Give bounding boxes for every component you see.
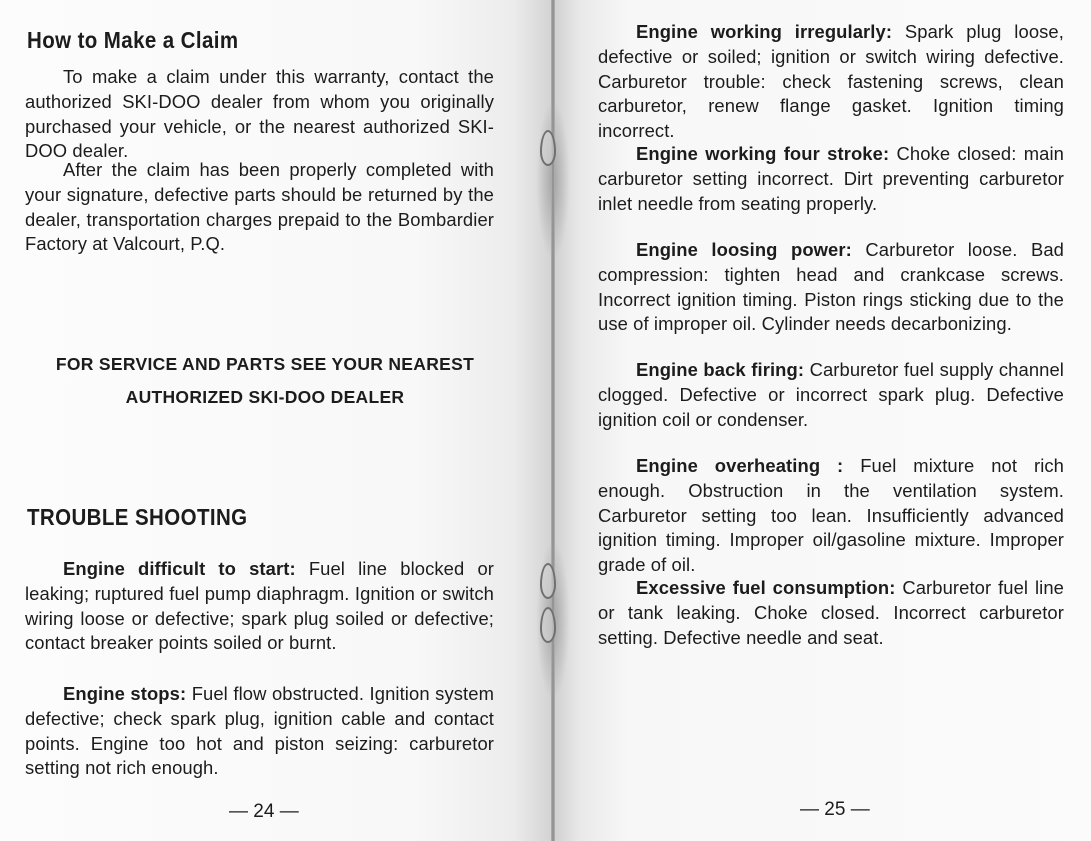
trouble-item-text: Fuel flow obstructed. Ignition system defective; check spark plug, ignition cable and contact points. Engine too hot and piston seizing: carburetor setting not rich enough. [25, 683, 494, 779]
trouble-item-four-stroke [598, 142, 1064, 216]
trouble-shooting-heading: TROUBLE SHOOTING [27, 505, 248, 531]
trouble-item-difficult-start [25, 557, 494, 656]
service-notice [25, 348, 505, 414]
trouble-item-label: Engine overheating : [636, 455, 844, 476]
trouble-item-text: Carburetor loose. Bad compression: tighten head and crankcase screws. Incorrect ignition timing. Piston rings sticking due to the use of improper oil. Cylinder needs decarbonizing. [598, 239, 1064, 335]
trouble-item-fuel-consumption [598, 576, 1064, 650]
staple-icon [540, 130, 556, 166]
claim-paragraph-2: After the claim has been properly completed with your signature, defective parts should be returned by the dealer, transportation charges prepaid to the Bombardier Factory at Valcourt, P.Q. [25, 159, 494, 255]
trouble-item-text: Carburetor fuel supply channel clogged. Defective or incorrect spark plug. Defective ignition coil or condenser. [598, 359, 1064, 430]
trouble-item-label: Engine back firing: [636, 359, 805, 380]
trouble-item-overheating [598, 454, 1064, 578]
trouble-item-irregular [598, 20, 1064, 144]
trouble-item-back-firing [598, 358, 1064, 432]
trouble-item-text: Fuel line blocked or leaking; ruptured fuel pump diaphragm. Ignition or switch wiring loose or defective; spark plug soiled or defective; contact breaker points soiled or burnt. [25, 558, 494, 654]
trouble-item-text: Spark plug loose, defective or soiled; ignition or switch wiring defective. Carburetor trouble: check fastening screws, clean carburetor, renew flange gasket. Ignition timing incorrect. [598, 21, 1064, 142]
trouble-item-engine-stops [25, 682, 494, 781]
page-number-left: — 24 — [229, 801, 299, 822]
page-number-right: — 25 — [800, 799, 870, 820]
trouble-item-text: Choke closed: main carburetor setting incorrect. Dirt preventing carburetor inlet needle from seating properly. [598, 143, 1064, 214]
right-page [553, 0, 1091, 841]
trouble-item-label: Engine loosing power: [636, 239, 852, 260]
trouble-item-label: Engine difficult to start: [63, 558, 296, 579]
service-notice-line-1: FOR SERVICE AND PARTS SEE YOUR NEAREST [55, 354, 475, 374]
trouble-item-label: Engine working irregularly: [636, 21, 893, 42]
trouble-item-text: Carburetor fuel line or tank leaking. Choke closed. Incorrect carburetor setting. Defective needle and seat. [598, 577, 1065, 648]
claim-paragraph-1: To make a claim under this warranty, contact the authorized SKI-DOO dealer from whom you originally purchased your vehicle, or the nearest authorized SKI-DOO dealer. [25, 66, 494, 162]
trouble-item-text: Fuel mixture not rich enough. Obstruction in the ventilation system. Carburetor setting too lean. Insufficiently advanced ignition timing. Improper oil/gasoline mixture. Improper grade of oil. [598, 455, 1065, 576]
book-gutter [551, 0, 555, 841]
staple-icon [540, 607, 556, 643]
claim-heading: How to Make a Claim [27, 28, 239, 54]
staple-icon [540, 563, 556, 599]
trouble-item-label: Engine stops: [63, 683, 187, 704]
trouble-item-loosing-power [598, 238, 1064, 337]
trouble-item-label: Excessive fuel consumption: [636, 577, 896, 598]
trouble-item-label: Engine working four stroke: [636, 143, 890, 164]
service-notice-line-2: AUTHORIZED SKI-DOO DEALER [125, 387, 405, 407]
